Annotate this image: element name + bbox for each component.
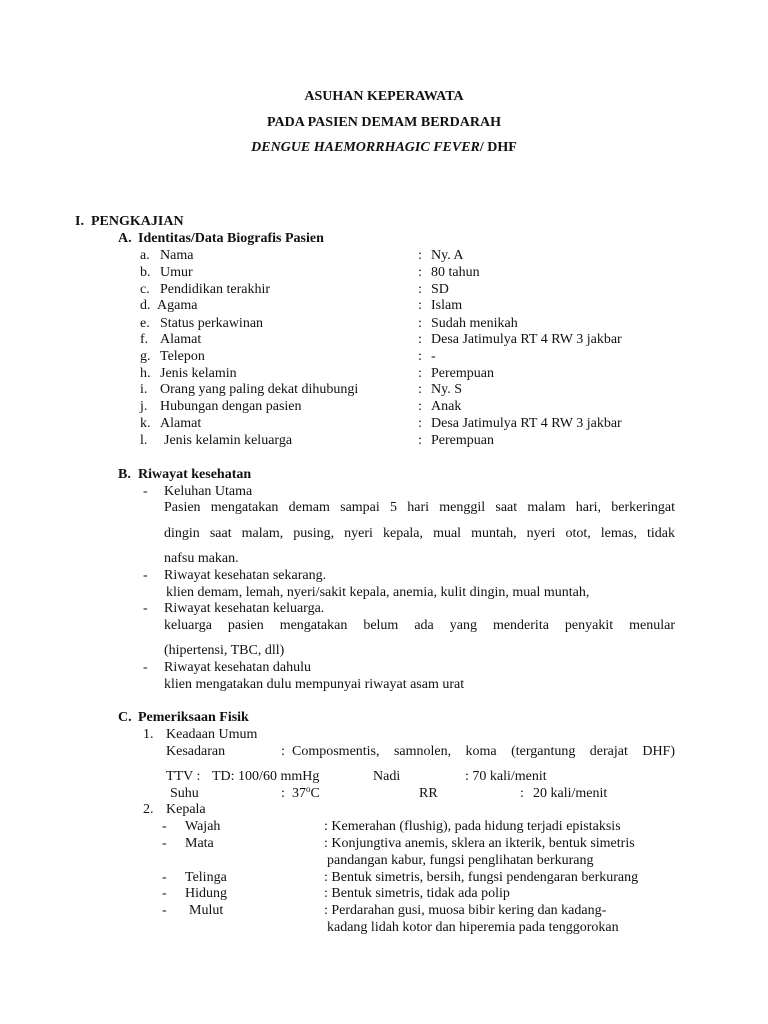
row-colon: : [418,298,422,313]
subsection-title: Identitas/Data Biografis Pasien [138,231,324,246]
title-line-3 [0,139,768,156]
nadi-value: : 70 kali/menit [465,769,547,784]
row-value: Desa Jatimulya RT 4 RW 3 jakbar [431,416,622,431]
bullet-dash: - [143,484,148,499]
bullet-dash: - [162,819,167,834]
item-number: 1. [143,727,154,742]
rr-colon: : [520,786,524,801]
row-value: Perempuan [431,366,494,381]
suhu-unit: C [310,786,320,801]
keluhan-text-line: Pasien mengatakan demam sampai 5 hari menggil saat malam hari, berkeringat [164,500,675,515]
td-value: TD: 100/60 mmHg [212,769,320,784]
section-number: I. [75,214,84,229]
row-label: Pendidikan terakhir [160,282,271,297]
row-label: Orang yang paling dekat dihubungi [160,382,359,397]
keluhan-heading: Keluhan Utama [164,484,253,499]
keluarga-text-line: keluarga pasien mengatakan belum ada yang menderita penyakit menular [164,618,675,633]
keluarga-text-line: (hipertensi, TBC, dll) [164,643,285,658]
bullet-dash: - [162,870,167,885]
kesadaran-colon: : [281,744,285,759]
telinga-label: Telinga [185,870,227,885]
subsection-title: Pemeriksaan Fisik [138,710,249,725]
bullet-dash: - [162,836,167,851]
degree-sign: o [306,784,311,794]
row-value: Anak [431,399,462,414]
title-line-1: ASUHAN KEPERAWATA [304,89,464,104]
row-letter: c. [140,282,150,297]
suhu-colon: : [281,786,285,801]
row-colon: : [418,416,422,431]
bullet-dash: - [143,568,148,583]
row-letter: k. [140,416,151,431]
keadaan-heading: Keadaan Umum [166,727,258,742]
row-value: Perempuan [431,433,494,448]
dahulu-text-line: klien mengatakan dulu mempunyai riwayat asam urat [164,677,465,692]
title-italic: DENGUE HAEMORRHAGIC FEVER [251,140,480,155]
mulut-value-cont: kadang lidah kotor dan hiperemia pada tenggorokan [327,920,619,935]
mata-label: Mata [185,836,214,851]
telinga-value: : Bentuk simetris, bersih, fungsi pendengaran berkurang [324,870,639,885]
row-colon: : [418,366,422,381]
row-colon: : [418,316,422,331]
row-label: Agama [157,298,198,313]
row-colon: : [418,399,422,414]
row-value: 80 tahun [431,265,480,280]
keluhan-text-line: nafsu makan. [164,551,239,566]
kesadaran-value: Composmentis, samnolen, koma (tergantung derajat DHF) [292,744,675,759]
row-label: Hubungan dengan pasien [160,399,302,414]
row-label: Jenis kelamin keluarga [164,433,293,448]
row-label: Status perkawinan [160,316,264,331]
row-colon: : [418,265,422,280]
row-letter: d. [140,298,151,313]
title-rest: / DHF [479,140,517,155]
row-value: Desa Jatimulya RT 4 RW 3 jakbar [431,332,622,347]
row-colon: : [418,349,422,364]
row-value: SD [431,282,449,297]
row-label: Alamat [160,332,202,347]
row-letter: l. [140,433,148,448]
row-letter: g. [140,349,151,364]
row-colon: : [418,248,422,263]
row-label: Nama [160,248,194,263]
mulut-label: Mulut [189,903,224,918]
suhu-label: Suhu [170,786,199,801]
suhu-value [292,785,320,802]
title-line-2: PADA PASIEN DEMAM BERDARAH [267,115,501,130]
row-label: Alamat [160,416,202,431]
row-value: Ny. S [431,382,462,397]
rr-value: 20 kali/menit [533,786,608,801]
row-value: Ny. A [431,248,464,263]
row-colon: : [418,332,422,347]
bullet-dash: - [162,903,167,918]
subsection-number: A. [118,231,132,246]
nadi-label: Nadi [373,769,401,784]
row-value: Sudah menikah [431,316,518,331]
row-label: Telepon [160,349,205,364]
suhu-number: 37 [292,786,306,801]
mata-value-cont: pandangan kabur, fungsi penglihatan berkurang [327,853,594,868]
wajah-value: : Kemerahan (flushig), pada hidung terjadi epistaksis [324,819,621,834]
rr-label: RR [419,786,438,801]
subsection-number: C. [118,710,132,725]
kepala-heading: Kepala [166,802,206,817]
sekarang-text-line: klien demam, lemah, nyeri/sakit kepala, anemia, kulit dingin, mual muntah, [166,585,590,600]
keluhan-text-line: dingin saat malam, pusing, nyeri kepala, mual muntah, nyeri otot, lemas, tidak [164,526,675,541]
section-title: PENGKAJIAN [91,214,184,229]
row-value: - [431,349,436,364]
sekarang-heading: Riwayat kesehatan sekarang. [164,568,327,583]
item-number: 2. [143,802,154,817]
row-letter: e. [140,316,150,331]
row-colon: : [418,433,422,448]
bullet-dash: - [143,660,148,675]
mulut-value: : Perdarahan gusi, muosa bibir kering dan kadang- [324,903,607,918]
hidung-label: Hidung [185,886,227,901]
row-label: Umur [160,265,193,280]
hidung-value: : Bentuk simetris, tidak ada polip [324,886,510,901]
ttv-label: TTV : [166,769,201,784]
row-letter: f. [140,332,149,347]
row-colon: : [418,282,422,297]
dahulu-heading: Riwayat kesehatan dahulu [164,660,311,675]
kesadaran-label: Kesadaran [166,744,226,759]
row-letter: h. [140,366,151,381]
row-value: Islam [431,298,463,313]
row-letter: b. [140,265,151,280]
subsection-title: Riwayat kesehatan [138,467,252,482]
subsection-number: B. [118,467,131,482]
row-letter: j. [140,399,148,414]
bullet-dash: - [143,601,148,616]
wajah-label: Wajah [185,819,221,834]
mata-value: : Konjungtiva anemis, sklera an ikterik, bentuk simetris [324,836,635,851]
bullet-dash: - [162,886,167,901]
row-letter: i. [140,382,148,397]
row-colon: : [418,382,422,397]
keluarga-heading: Riwayat kesehatan keluarga. [164,601,325,616]
row-label: Jenis kelamin [160,366,237,381]
row-letter: a. [140,248,150,263]
